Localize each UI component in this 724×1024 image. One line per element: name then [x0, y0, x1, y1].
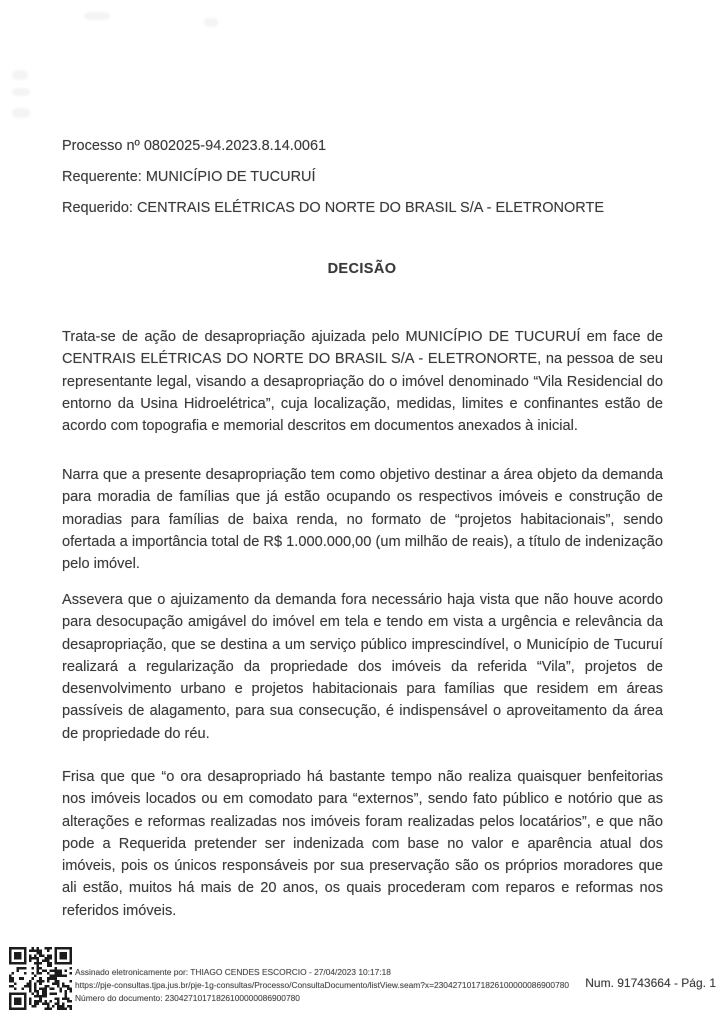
scan-artifact: [84, 12, 110, 20]
document-footer: [0, 940, 724, 1024]
scan-artifact: [204, 18, 218, 27]
scan-artifact: [12, 108, 30, 118]
decision-title: DECISÃO: [327, 261, 397, 277]
defendant-line: Requerido: CENTRAIS ELÉTRICAS DO NORTE DO BRASIL S/A - ELETRONORTE: [62, 200, 605, 216]
case-header: [62, 139, 672, 232]
qr-code-svg: [9, 947, 72, 1010]
page-number-label: Num. 91743664 - Pág. 1: [585, 976, 716, 990]
scan-artifact: [12, 88, 30, 96]
paragraph-1: Trata-se de ação de desapropriação ajuizada pelo MUNICÍPIO DE TUCURUÍ em face de CENTRAIS ELÉTRICAS DO NORTE DO BRASIL S/A - ELETRONORTE, na pessoa de seu representante legal, visando a desapropriação do o imóvel denominado “Vila Residencial do entorno da Usina Hidroelétrica”, cuja localização, medidas, limites e confinantes estão de acordo com topografia e memorial descritos em documentos anexados à inicial.: [62, 329, 663, 435]
paragraph-3: Assevera que o ajuizamento da demanda fora necessário haja vista que não houve acordo para desocupação amigável do imóvel em tela e tendo em vista a urgência e relevância da desapropriação, que se destina a um serviço público imprescindível, o Município de Tucuruí realizará a regularização da propriedade dos imóveis da referida “Vila”, projetos de desenvolvimento urbano e projetos habitacionais para famílias que residem em áreas passíveis de alagamento, para sua consecução, é indispensável o aproveitamento da área de propriedade do réu.: [62, 592, 663, 742]
signature-line: Assinado eletronicamente por: THIAGO CENDES ESCORCIO - 27/04/2023 10:17:18: [75, 967, 391, 977]
qr-code-icon: [9, 947, 72, 1010]
paragraph-4: Frisa que que “o ora desapropriado há bastante tempo não realiza quaisquer benfeitorias nos imóveis locados ou em comodato para “externos”, sendo fato público e notório que as alterações e reformas realizadas nos imóveis foram realizadas pelos locatários”, e que não pode a Requerida pretender ser indenizada com base no valor e aparência atual dos imóveis, pois os únicos responsáveis por sua preservação são os próprios moradores que ali estão, muitos há mais de 20 anos, os quais procederam com reparos e reformas nos referidos imóveis.: [62, 769, 663, 919]
paragraph-2: Narra que a presente desapropriação tem como objetivo destinar a área objeto da demanda para moradia de famílias que já estão ocupando os respectivos imóveis e construção de moradias para famílias de baixa renda, no formato de “projetos habitacionais”, sendo ofertada a importância total de R$ 1.000.000,00 (um milhão de reais), a título de indenização pelo imóvel.: [62, 467, 663, 573]
verification-url: https://pje-consultas.tjpa.jus.br/pje-1g-consultas/Processo/ConsultaDocumento/listView.seam?x=23042710171826100000086900780: [75, 980, 570, 990]
process-number: Processo nº 0802025-94.2023.8.14.0061: [62, 138, 327, 154]
scan-artifact: [12, 70, 28, 80]
document-number-line: Número do documento: 23042710171826100000086900780: [75, 993, 300, 1003]
signature-block: [75, 966, 595, 1005]
plaintiff-line: Requerente: MUNICÍPIO DE TUCURUÍ: [62, 169, 316, 185]
